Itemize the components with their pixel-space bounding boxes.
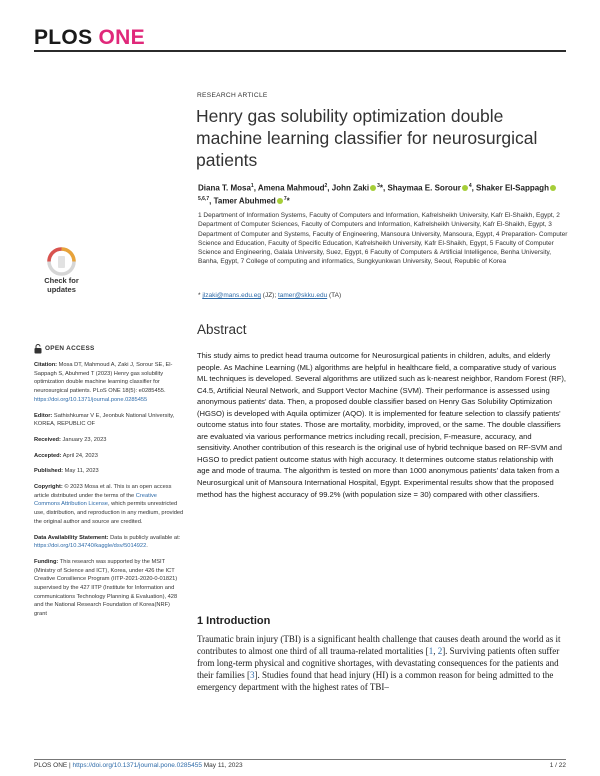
funding-block: Funding: This research was supported by the MSIT (Ministry of Science and ICT), Korea, under 426 the ICT Creative Consilience Program (IITP-2021-2020-0-01821) supervised by the 427 IITP (Institute for Information and communications Technology Planning & Evaluation), 428 and the National Research Foundation of Korea(NRF) grant — [34, 558, 178, 618]
orcid-icon[interactable] — [370, 185, 376, 191]
doi-link[interactable]: https://doi.org/10.1371/journal.pone.0285455 — [34, 396, 148, 403]
abstract-text: This study aims to predict head trauma outcome for Neurosurgical patients in children, adults, and elderly people. As Machine Learning (ML) algorithms are helpful in healthcare field, a comparative study of various ML techniques is developed. Several algorithms are utilized such as k-nearest neighbor, Random Forest (RF), C4.5, Artificial Neural Network, and Support Vector Machine (SVM). Their performance is assessed using anonymous patients' data. Then, a proposed double classifier based on Henry Gas Solubility Optimization (HGSO) is developed with Aquila optimizer (AQO). It is implemented for feature selection to classify patients' outcome status into four states. Those are mortality, morbidity, improved, or the same. The double classifiers are evaluated via various performance metrics including recall, precision, F-measure, accuracy, and sensitivity. Another contribution of this research is the original use of hybrid technique based on RF-SVM and HGSO to predict patient outcome status with high accuracy. It determines outcome status relationship with age and mode of trauma. The algorithm is tested on more than 1000 anonymous patients' data taken from a Neurosurgical unit of Mansoura International Hospital, Egypt. Experimental results show that the proposed method has the highest accuracy of 99.2% (with population size = 30) compared with other classifiers. — [197, 351, 567, 499]
author-name: Tamer Abuhmed — [213, 196, 276, 206]
paper-title: Henry gas solubility optimization double machine learning classifier for neurosurgical patients — [196, 106, 538, 170]
open-access-label: OPEN ACCESS — [34, 344, 184, 354]
footer-rule — [34, 759, 566, 760]
page-number: 1 / 22 — [549, 762, 566, 769]
abstract-heading: Abstract — [197, 322, 247, 337]
check-for-updates-badge[interactable]: Check for updates — [35, 247, 88, 300]
author-name: John Zaki — [331, 183, 370, 193]
article-type: RESEARCH ARTICLE — [197, 92, 268, 99]
article-info-sidebar — [34, 344, 184, 626]
received-date: Received: January 23, 2023 — [34, 436, 107, 443]
section-heading: 1 Introduction — [197, 615, 271, 627]
affiliations: 1 Department of Information Systems, Faculty of Computers and Information, Kafrelsheikh University, Kafr El-Shaikh, Egypt, 2 Department of Computer Sciences, Faculty of Computers and Information, Kafrelsheikh University, Kafr El-Shaikh, Egypt, 3 Department of Computer and Systems, Faculty of Engineering, Mansoura University, Mansoura, Egypt, 4 Preparation- Computer Science and Education, Faculty of Specific Education, Kafrelsheikh University, Kafr El-Shaikh, Egypt, 5 Faculty of Computer Science and Engineering, Galala University, Suez, Egypt, 6 Faculty of Computers & Artificial Intelligence, Benha University, Banha, Egypt, 7 College of computing and informatics, Sungkyunkwan University, Seoul, Republic of Korea — [198, 212, 568, 266]
data-availability-block: Data Availability Statement: Data is publicly available at: https://doi.org/10.34740/kaggle/dsv/5014922. — [34, 534, 181, 550]
orcid-icon[interactable] — [277, 198, 283, 204]
license-link[interactable]: Creative Commons Attribution License — [34, 492, 157, 508]
author-name: Amena Mahmoud — [257, 183, 325, 193]
introduction-text: Traumatic brain injury (TBI) is a significant health challenge that causes death around the world as it contributes to almost one third of all trauma-related mortalities [1, 2]. Surviving patients often suffer from long-term physical and cognitive shortages, with devastating consequences for the patients and their families [3]. Studies found that head injury (HI) is a common reason for being admitted to the emergency department with the highest rates of TBI– — [197, 634, 561, 693]
footer-doi-link[interactable]: https://doi.org/10.1371/journal.pone.0285455 — [72, 762, 202, 769]
copyright-block: Copyright: © 2023 Mosa et al. This is an open access article distributed under the terms of the Creative Commons Attribution License, which permits unrestricted use, distribution, and reproduction in any medium, provided the original author and source are credited. — [34, 484, 184, 525]
citation-ref[interactable]: 2 — [437, 646, 443, 657]
accepted-date: Accepted: April 24, 2023 — [34, 452, 98, 459]
author-list: Diana T. Mosa$^1$, Amena Mahmoud$^2$, John Zaki $^3$*, Shaymaa E. Sorour $^4$, Shaker El-Sappagh$^{5,6,7}$, Tamer Abuhmed $^7$* — [198, 181, 568, 207]
published-date: Published: May 11, 2023 — [34, 468, 99, 475]
citation-block: Citation: Mosa DT, Mahmoud A, Zaki J, Sorour SE, El-Sappagh S, Abuhmed T (2023) Henry gas solubility optimization double machine learning classifier for neurosurgical patients. PLoS ONE 18(5): e0285455. https://doi.org/10.1371/journal.pone.0285455 — [34, 362, 173, 403]
logo-plos: PLOS — [34, 26, 93, 49]
author-name: Diana T. Mosa — [198, 183, 251, 193]
open-lock-icon — [34, 344, 42, 354]
author-name: Shaymaa E. Sorour — [387, 183, 461, 193]
orcid-icon[interactable] — [550, 185, 556, 191]
citation-ref[interactable]: 1 — [428, 646, 434, 657]
email-link[interactable]: tamer@skku.edu — [277, 292, 328, 299]
orcid-icon[interactable] — [462, 185, 468, 191]
correspondence: * jlzaki@mans.edu.eg (JZ); tamer@skku.edu (TA) — [198, 292, 342, 299]
editor-block: Editor: Sathishkumar V E, Jeonbuk National University, KOREA, REPUBLIC OF — [34, 412, 175, 428]
logo-one: ONE — [98, 26, 145, 49]
journal-logo[interactable] — [34, 26, 145, 50]
header-rule — [34, 50, 566, 52]
data-link[interactable]: https://doi.org/10.34740/kaggle/dsv/5014922 — [34, 543, 147, 550]
page-footer: PLOS ONE | https://doi.org/10.1371/journal.pone.0285455 May 11, 2023 — [34, 762, 243, 769]
citation-ref[interactable]: 3 — [249, 670, 255, 681]
author-name: Shaker El-Sappagh — [476, 183, 549, 193]
check-updates-icon — [47, 247, 76, 276]
email-link[interactable]: jlzaki@mans.edu.eg — [202, 292, 261, 299]
